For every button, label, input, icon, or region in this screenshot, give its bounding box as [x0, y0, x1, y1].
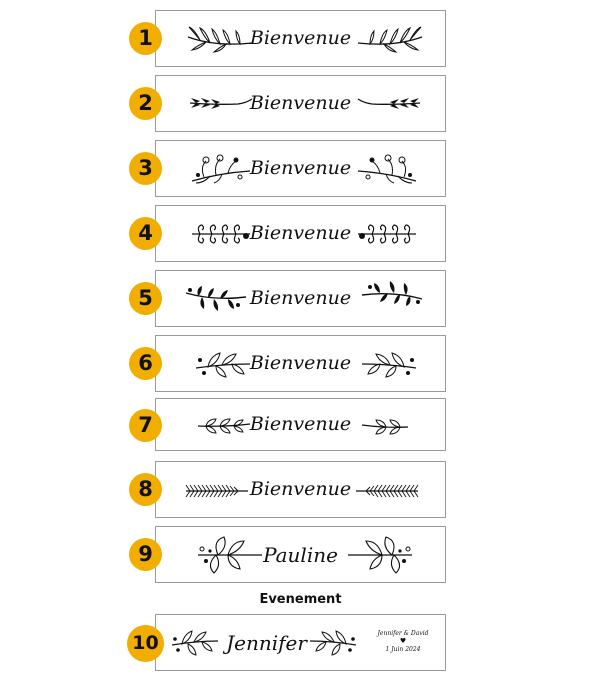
- option-badge-2: 2: [129, 87, 162, 120]
- curl-branch-right-icon: [356, 222, 418, 246]
- option-card-3[interactable]: [155, 140, 446, 197]
- option-card-4[interactable]: [155, 205, 446, 262]
- fern-left-icon: [184, 483, 250, 499]
- option-badge-7: 7: [129, 409, 162, 442]
- outline-leaf-right-icon: [360, 350, 418, 378]
- option-badge-6: 6: [129, 347, 162, 380]
- bold-leaf-right-icon: [360, 279, 424, 307]
- option-text-7: Bienvenue: [249, 413, 352, 435]
- event-date: 1 Juin 2024: [385, 646, 421, 653]
- option-card-1[interactable]: [155, 10, 446, 67]
- option-text-6: Bienvenue: [249, 352, 352, 374]
- bold-leaf-left-icon: [184, 285, 248, 313]
- option-card-5[interactable]: [155, 270, 446, 327]
- section-title: Evenement: [259, 592, 342, 607]
- large-leaf-right-icon: [346, 535, 416, 575]
- event-couple: Jennifer & David: [377, 630, 429, 637]
- small-leaf-right-icon: [356, 96, 422, 110]
- option-text-4: Bienvenue: [249, 222, 352, 244]
- option-badge-9: 9: [129, 538, 162, 571]
- flower-branch-left-icon: [190, 153, 252, 185]
- event-name: Jennifer: [226, 631, 307, 655]
- flower-branch-right-icon: [356, 153, 418, 185]
- option-badge-5: 5: [129, 282, 162, 315]
- option-card-8[interactable]: [155, 461, 446, 518]
- option-text-2: Bienvenue: [249, 92, 352, 114]
- option-text-3: Bienvenue: [249, 157, 352, 179]
- option-badge-8: 8: [129, 473, 162, 506]
- large-leaf-left-icon: [194, 535, 264, 575]
- option-card-6[interactable]: [155, 335, 446, 392]
- leaf-branch-left-icon: [186, 23, 256, 53]
- option-text-9: Pauline: [263, 543, 338, 567]
- option-badge-4: 4: [129, 217, 162, 250]
- option-text-1: Bienvenue: [249, 27, 352, 49]
- option-badge-3: 3: [129, 152, 162, 185]
- option-card-9[interactable]: [155, 526, 446, 583]
- curl-branch-left-icon: [190, 222, 252, 246]
- option-text-5: Bienvenue: [249, 287, 352, 309]
- heart-icon: ♥: [399, 637, 407, 645]
- event-leaf-right-icon: [308, 629, 358, 657]
- outline-leaf-left-icon: [194, 350, 252, 378]
- small-leaf-left-icon: [188, 96, 254, 110]
- fern-right-icon: [354, 483, 420, 499]
- option-badge-10: 10: [127, 625, 164, 662]
- small-outline-leaf-left-icon: [196, 418, 252, 434]
- option-card-2[interactable]: [155, 75, 446, 132]
- option-card-7[interactable]: [155, 398, 446, 451]
- small-outline-leaf-right-icon: [360, 419, 410, 435]
- option-badge-1: 1: [129, 22, 162, 55]
- event-leaf-left-icon: [170, 629, 220, 657]
- leaf-branch-right-icon: [354, 23, 424, 53]
- option-text-8: Bienvenue: [249, 478, 352, 500]
